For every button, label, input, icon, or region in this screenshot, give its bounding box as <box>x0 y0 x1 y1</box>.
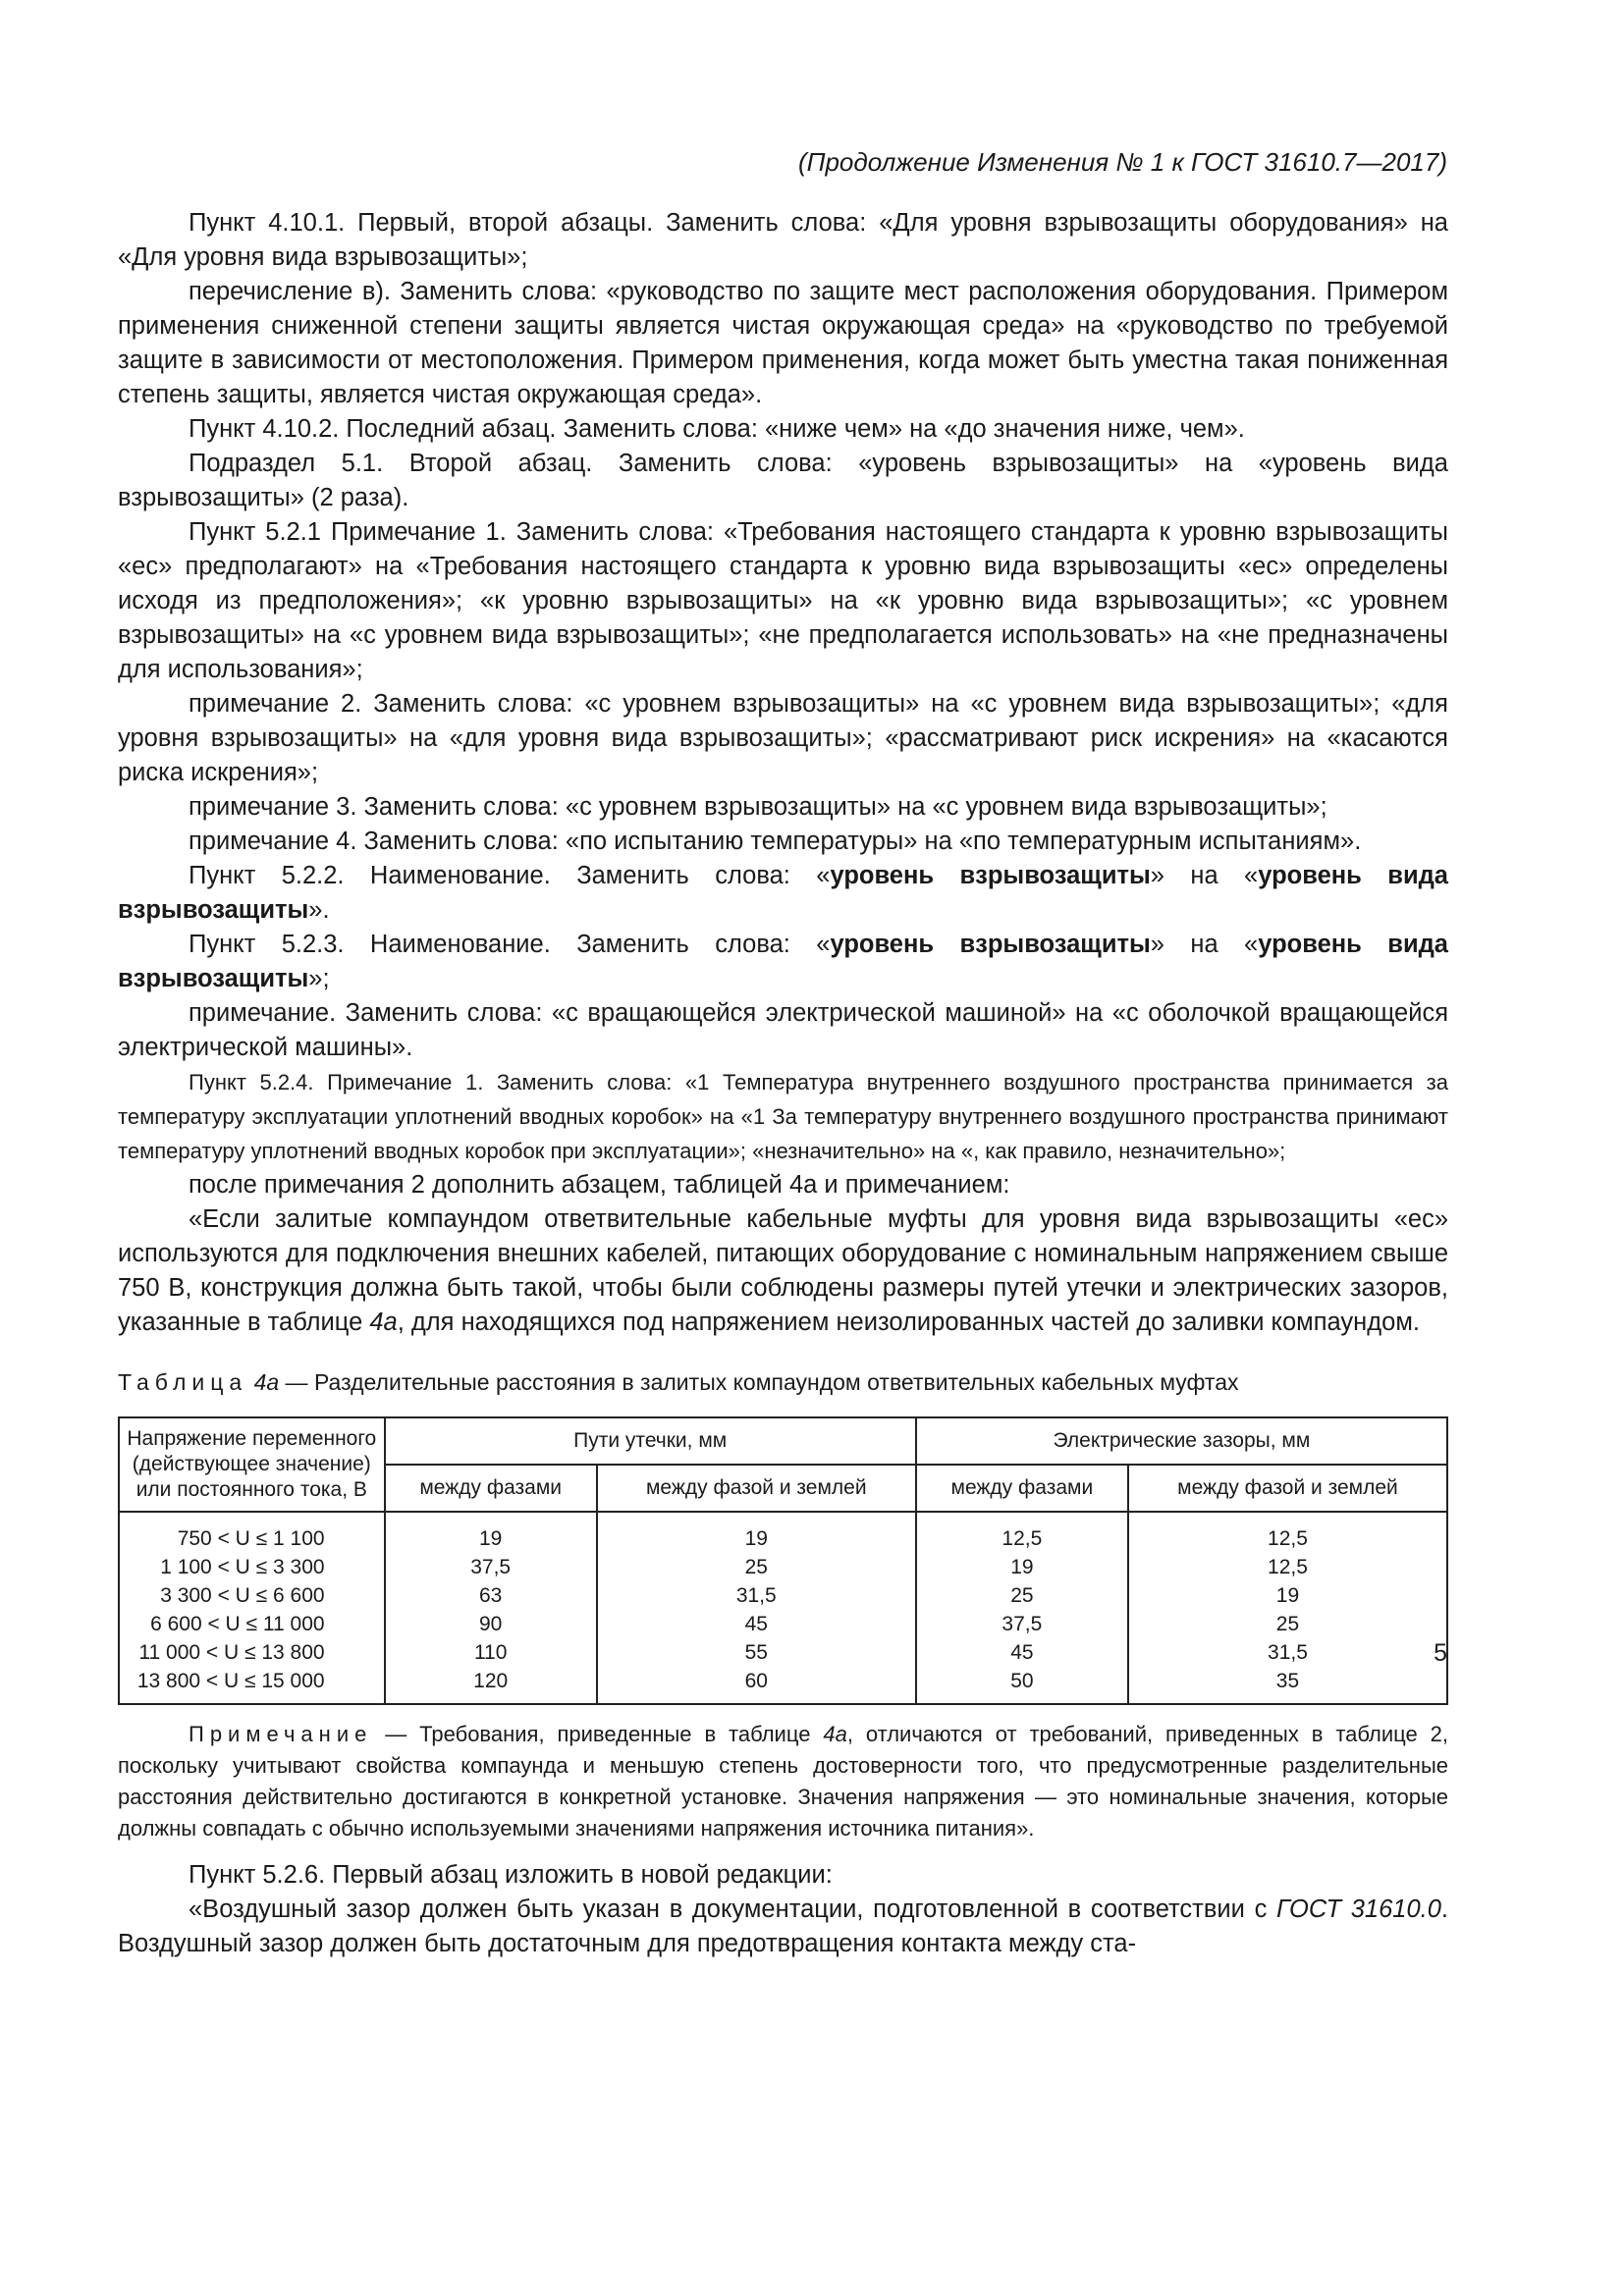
table-cell: 35 <box>1128 1667 1447 1704</box>
col-header-creepage: Пути утечки, мм <box>385 1417 916 1465</box>
paragraph: Пункт 5.2.4. Примечание 1. Заменить слова: «1 Температура внутреннего воздушного пространства принимается за температуру эксплуатации уплотнений вводных коробок» на «1 За температуру внутреннего воздушного пространства принимают температуру уплотнений вводных коробок при эксплуатации»; «незначительно» на «, как правило, незначительно»; <box>118 1070 1448 1163</box>
table-cell: 25 <box>1128 1610 1447 1638</box>
table-cell: 120 <box>385 1667 597 1704</box>
table-cell: 19 <box>385 1512 597 1553</box>
table-cell: 1 100 < U ≤ 3 300 <box>119 1553 385 1581</box>
table-row <box>119 1512 1447 1553</box>
table-cell: 37,5 <box>385 1553 597 1581</box>
col-header-phases: между фазами <box>916 1465 1128 1512</box>
table-cell: 50 <box>916 1667 1128 1704</box>
table-cell: 12,5 <box>1128 1553 1447 1581</box>
paragraph: Подраздел 5.1. Второй абзац. Заменить слова: «уровень взрывозащиты» на «уровень вида взрывозащиты» (2 раза). <box>118 450 1448 511</box>
paragraph: примечание 4. Заменить слова: «по испытанию температуры» на «по температурным испытаниям». <box>189 828 1362 855</box>
paragraph: примечание 2. Заменить слова: «с уровнем взрывозащиты» на «с уровнем вида взрывозащиты»; «для уровня взрывозащиты» на «для уровня вида взрывозащиты»; «рассматривают риск искрения» на «касаются риска искрения»; <box>118 690 1448 786</box>
document-body <box>118 206 1448 1961</box>
paragraph: примечание 3. Заменить слова: «с уровнем взрывозащиты» на «с уровнем вида взрывозащиты»; <box>189 793 1327 821</box>
table-cell: 31,5 <box>1128 1638 1447 1667</box>
table-cell: 60 <box>597 1667 916 1704</box>
table-cell: 19 <box>597 1512 916 1553</box>
table-cell: 3 300 < U ≤ 6 600 <box>119 1581 385 1610</box>
table-cell: 12,5 <box>916 1512 1128 1553</box>
table-cell: 750 < U ≤ 1 100 <box>119 1512 385 1553</box>
table-cell: 11 000 < U ≤ 13 800 <box>119 1638 385 1667</box>
table-row <box>119 1638 1447 1667</box>
col-header-phases: между фазами <box>385 1465 597 1512</box>
table-cell: 6 600 < U ≤ 11 000 <box>119 1610 385 1638</box>
running-header: (Продолжение Изменения № 1 к ГОСТ 31610.7—2017) <box>797 147 1447 177</box>
page-number: 5 <box>1434 1639 1447 1667</box>
table-row <box>119 1610 1447 1638</box>
table-cell: 13 800 < U ≤ 15 000 <box>119 1667 385 1704</box>
table-cell: 25 <box>597 1553 916 1581</box>
paragraph: примечание. Заменить слова: «с вращающейся электрической машиной» на «с оболочкой вращающейся электрической машины». <box>118 999 1448 1061</box>
paragraph: «Воздушный зазор должен быть указан в документации, подготовленной в соответствии с ГОСТ 31610.0. Воздушный зазор должен быть достаточным для предотвращения контакта между ста- <box>118 1896 1448 1957</box>
col-header-phase-ground: между фазой и землей <box>1128 1465 1447 1512</box>
table-cell: 90 <box>385 1610 597 1638</box>
table-note: Примечание — Требования, приведенные в таблице 4а, отличаются от требований, приведенных в таблице 2, поскольку учитывают свойства компаунда и меньшую степень достоверности того, что предусмотренные разделительные расстояния действительно достигаются в конкретной установке. Значения напряжения — это номинальные значения, которые должны совпадать с обычно используемыми значениями напряжения источника питания». <box>118 1722 1448 1841</box>
paragraph: Пункт 4.10.1. Первый, второй абзацы. Заменить слова: «Для уровня взрывозащиты оборудования» на «Для уровня вида взрывозащиты»; <box>118 209 1448 271</box>
table-cell: 37,5 <box>916 1610 1128 1638</box>
table-cell: 12,5 <box>1128 1512 1447 1553</box>
table-cell: 25 <box>916 1581 1128 1610</box>
table-row <box>119 1553 1447 1581</box>
data-table <box>118 1416 1448 1705</box>
paragraph: перечисление в). Заменить слова: «руководство по защите мест расположения оборудования. Примером применения сниженной степени защиты является чистая окружающая среда» на «руководство по требуемой защите в зависимости от местоположения. Примером применения, когда может быть уместна такая пониженная степень защиты, является чистая окружающая среда». <box>118 278 1448 408</box>
table-cell: 31,5 <box>597 1581 916 1610</box>
col-header-phase-ground: между фазой и землей <box>597 1465 916 1512</box>
paragraph: Пункт 4.10.2. Последний абзац. Заменить слова: «ниже чем» на «до значения ниже, чем». <box>189 415 1245 443</box>
table-cell: 110 <box>385 1638 597 1667</box>
table-row <box>119 1581 1447 1610</box>
table-caption: Таблица 4а — Разделительные расстояния в залитых компаундом ответвительных кабельных муфтах <box>118 1369 1239 1395</box>
paragraph: «Если залитые компаундом ответвительные кабельные муфты для уровня вида взрывозащиты «ec» используются для подключения внешних кабелей, питающих оборудование с номинальным напряжением свыше 750 В, конструкция должна быть такой, чтобы были соблюдены размеры путей утечки и электрических зазоров, указанные в таблице 4а, для находящихся под напряжением неизолированных частей до заливки компаундом. <box>118 1205 1448 1336</box>
table-cell: 45 <box>916 1638 1128 1667</box>
col-header-clearance: Электрические зазоры, мм <box>916 1417 1447 1465</box>
table-cell: 19 <box>916 1553 1128 1581</box>
table-cell: 19 <box>1128 1581 1447 1610</box>
paragraph: Пункт 5.2.2. Наименование. Заменить слова: «уровень взрывозащиты» на «уровень вида взрывозащиты». <box>118 862 1448 924</box>
table-cell: 45 <box>597 1610 916 1638</box>
paragraph: Пункт 5.2.6. Первый абзац изложить в новой редакции: <box>189 1861 833 1889</box>
table-row <box>119 1667 1447 1704</box>
table-cell: 55 <box>597 1638 916 1667</box>
col-header-voltage: Напряжение переменного (действующее значение) или постоянного тока, В <box>119 1417 385 1512</box>
paragraph: Пункт 5.2.1 Примечание 1. Заменить слова: «Требования настоящего стандарта к уровню взрывозащиты «ec» предполагают» на «Требования настоящего стандарта к уровню вида взрывозащиты «ec» определены исходя из предположения»; «к уровню взрывозащиты» на «к уровню вида взрывозащиты»; «с уровнем взрывозащиты» на «с уровнем вида взрывозащиты»; «не предполагается использовать» на «не предназначены для использования»; <box>118 518 1448 683</box>
table-cell: 63 <box>385 1581 597 1610</box>
paragraph: Пункт 5.2.3. Наименование. Заменить слова: «уровень взрывозащиты» на «уровень вида взрывозащиты»; <box>118 931 1448 992</box>
paragraph: после примечания 2 дополнить абзацем, таблицей 4а и примечанием: <box>189 1171 1010 1199</box>
